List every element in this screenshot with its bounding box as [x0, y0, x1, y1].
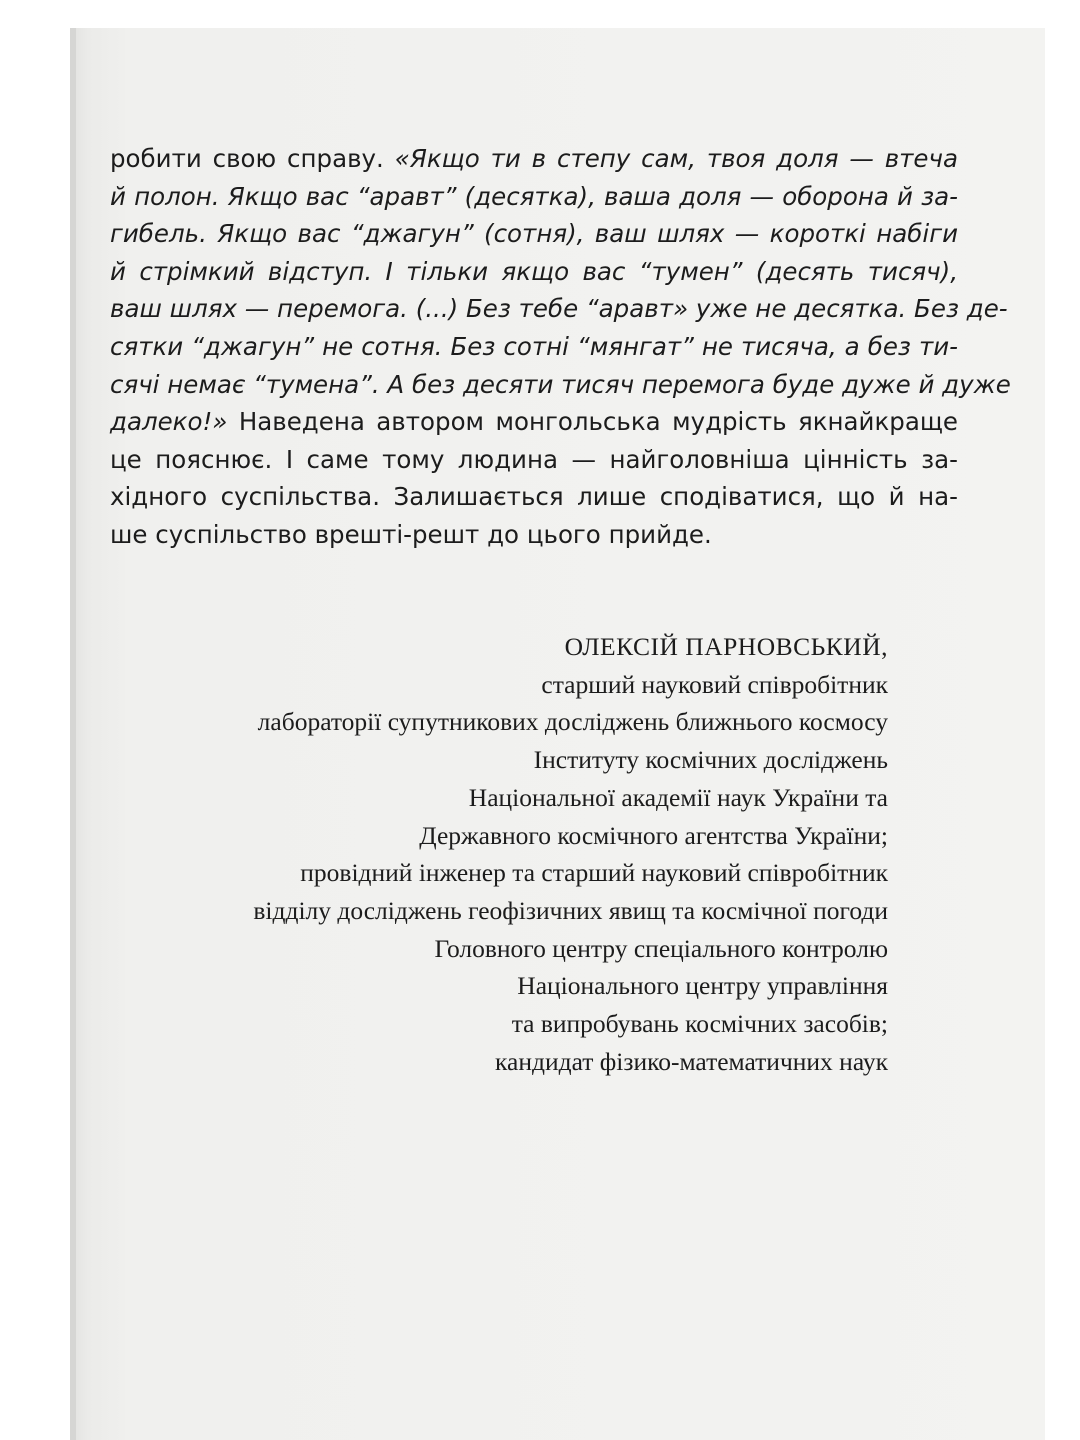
body-line: це пояснює. І саме тому людина — найголовніша цінність за-: [110, 444, 958, 474]
author-credential-line: відділу досліджень геофізичних явищ та космічної погоди: [253, 895, 888, 925]
author-credential-line: Головного центру спеціального контролю: [434, 933, 888, 963]
author-credential-line: Інституту космічних досліджень: [533, 745, 888, 775]
author-credential-line: Державного космічного агентства України;: [419, 820, 888, 850]
author-credential-line: лабораторії супутникових досліджень ближнього космосу: [257, 707, 888, 737]
body-line: ше суспільство врешті-решт до цього прийде.: [110, 519, 712, 549]
author-credential-line: та випробувань космічних засобів;: [511, 1009, 888, 1039]
book-page: [70, 28, 1045, 1440]
body-line: й стрімкий відступ. І тільки якщо вас “тумен” (десять тисяч),: [110, 256, 958, 286]
body-line: сячі немає “тумена”. А без десяти тисяч перемога буде дуже й дуже: [110, 369, 1011, 399]
author-credential-line: кандидат фізико-математичних наук: [495, 1046, 888, 1076]
body-paragraph: [110, 140, 1011, 554]
body-line: сятки “джагун” не сотня. Без сотні “мянгат” не тисяча, а без ти-: [110, 331, 958, 361]
author-credential-line: Національного центру управління: [517, 971, 888, 1001]
author-name: ОЛЕКСІЙ ПАРНОВСЬКИЙ,: [564, 632, 888, 661]
body-line: гибель. Якщо вас “джагун” (сотня), ваш шлях — короткі набіги: [110, 219, 958, 249]
page-gutter-shadow: [70, 28, 76, 1440]
author-credential-line: старший науковий співробітник: [541, 669, 888, 699]
author-signature: [128, 628, 888, 1080]
author-credential-line: провідний інженер та старший науковий співробітник: [300, 858, 888, 888]
body-line: хідного суспільства. Залишається лише сподіватися, що й на-: [110, 482, 958, 512]
author-credential-line: Національної академії наук України та: [468, 782, 888, 812]
body-line: далеко!» Наведена автором монгольська мудрість якнайкраще: [110, 407, 958, 437]
body-line: робити свою справу. «Якщо ти в степу сам, твоя доля — втеча: [110, 144, 958, 173]
body-line: й полон. Якщо вас “аравт” (десятка), ваша доля — оборона й за-: [110, 181, 958, 211]
body-line: ваш шлях — перемога. (...) Без тебе “аравт» уже не десятка. Без де-: [110, 294, 1008, 324]
